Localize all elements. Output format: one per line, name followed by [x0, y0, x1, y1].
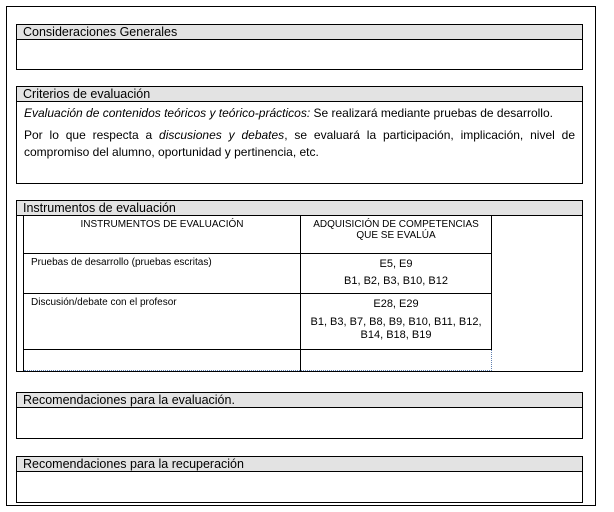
- table-row-empty: [24, 350, 492, 371]
- column-header-instrumentos: INSTRUMENTOS DE EVALUACIÓN: [24, 216, 301, 254]
- table-header-row: [24, 216, 492, 254]
- empty-cell: [24, 350, 301, 371]
- section-recomendaciones-recuperacion: [16, 456, 583, 503]
- section-recomendaciones-evaluacion: [16, 392, 583, 439]
- criterios-body: [17, 102, 582, 164]
- instrument-cell: Pruebas de desarrollo (pruebas escritas): [24, 254, 301, 294]
- competencias-cell: E5, E9 B1, B2, B3, B10, B12: [301, 254, 492, 294]
- instrumentos-table: [23, 215, 492, 371]
- section-title: Consideraciones Generales: [17, 25, 582, 40]
- criterios-paragraph-1: Evaluación de contenidos teóricos y teórico-prácticos: Se realizará mediante pruebas de desarrollo.: [24, 106, 553, 120]
- section-title: Criterios de evaluación: [17, 87, 582, 102]
- section-instrumentos-evaluacion: [16, 200, 583, 372]
- section-criterios-evaluacion: [16, 86, 583, 184]
- section-title: Instrumentos de evaluación: [17, 201, 582, 216]
- instrument-cell: Discusión/debate con el profesor: [24, 294, 301, 350]
- section-title: Recomendaciones para la evaluación.: [17, 393, 582, 408]
- section-title: Recomendaciones para la recuperación: [17, 457, 582, 472]
- table-row: [24, 254, 492, 294]
- column-header-competencias: ADQUISICIÓN DE COMPETENCIAS QUE SE EVALÚA: [301, 216, 492, 254]
- empty-cell: [301, 350, 492, 371]
- competencias-cell: E28, E29 B1, B3, B7, B8, B9, B10, B11, B12, B14, B18, B19: [301, 294, 492, 350]
- section-consideraciones-generales: [16, 24, 583, 70]
- criterios-paragraph-2: Por lo que respecta a discusiones y debates, se evaluará la participación, implicación, nivel de compromiso del alumno, oportunidad y pertinencia, etc.: [24, 128, 576, 159]
- table-row: [24, 294, 492, 350]
